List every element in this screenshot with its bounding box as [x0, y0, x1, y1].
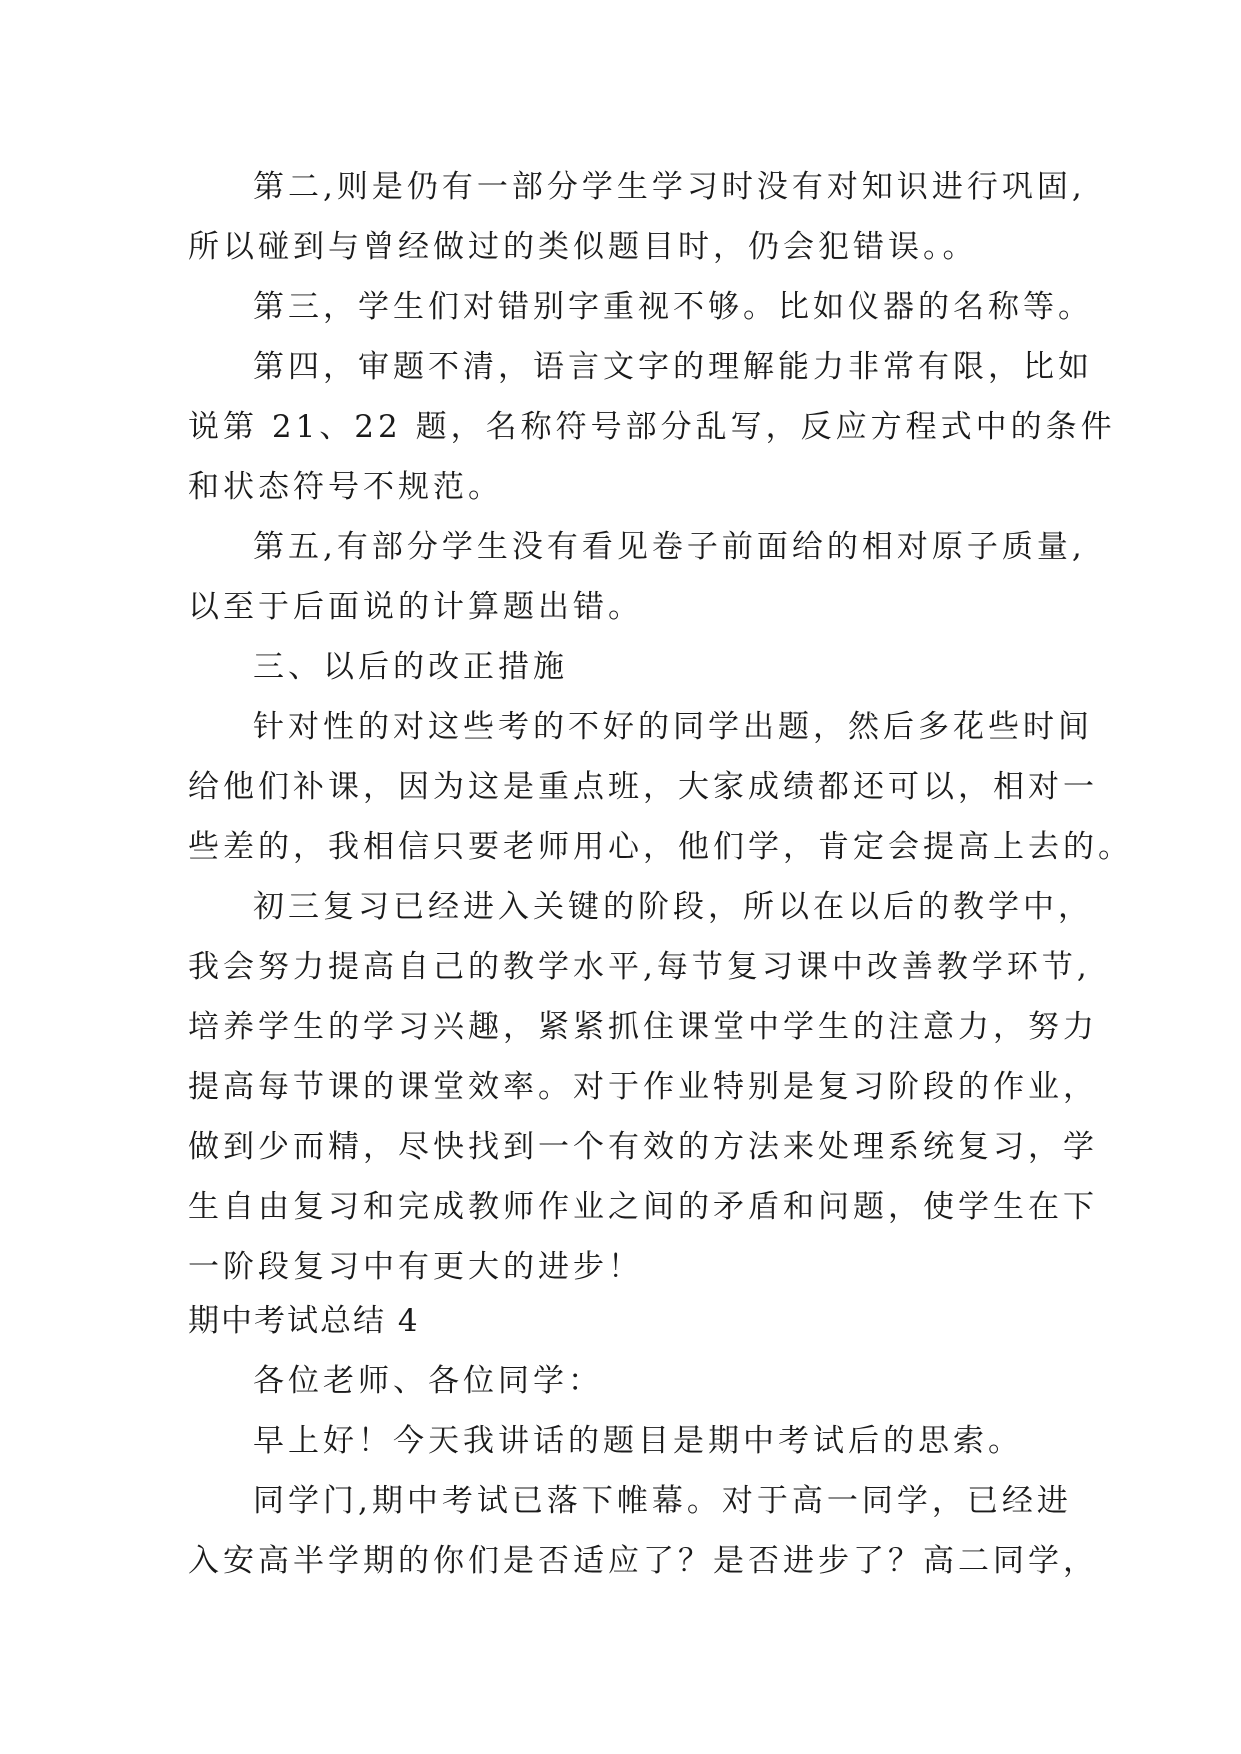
paragraph-line: 以至于后面说的计算题出错。 — [188, 589, 643, 625]
salutation-line: 各位老师、各位同学： — [253, 1363, 603, 1399]
paragraph-line: 第二,则是仍有一部分学生学习时没有对知识进行巩固, — [253, 169, 1086, 205]
paragraph-line: 提高每节课的课堂效率。对于作业特别是复习阶段的作业， — [188, 1069, 1098, 1105]
paragraph-line: 我会努力提高自己的教学水平,每节复习课中改善教学环节, — [188, 949, 1091, 985]
paragraph-line: 同学门,期中考试已落下帷幕。对于高一同学，已经进 — [253, 1483, 1072, 1519]
paragraph-line: 做到少而精，尽快找到一个有效的方法来处理系统复习，学 — [188, 1129, 1098, 1165]
paragraph-line: 第三，学生们对错别字重视不够。比如仪器的名称等。 — [253, 289, 1093, 325]
paragraph-line: 初三复习已经进入关键的阶段，所以在以后的教学中， — [253, 889, 1093, 925]
paragraph-line: 和状态符号不规范。 — [188, 469, 503, 505]
paragraph-line: 第五,有部分学生没有看见卷子前面给的相对原子质量, — [253, 529, 1086, 565]
paragraph-line: 一阶段复习中有更大的进步！ — [188, 1249, 643, 1285]
paragraph-line: 培养学生的学习兴趣，紧紧抓住课堂中学生的注意力，努力 — [188, 1009, 1098, 1045]
paragraph-line: 早上好！今天我讲话的题目是期中考试后的思索。 — [253, 1423, 1023, 1459]
document-title: 期中考试总结 4 — [188, 1303, 420, 1339]
paragraph-line: 说第 21、22 题，名称符号部分乱写，反应方程式中的条件 — [188, 409, 1116, 445]
paragraph-line: 些差的，我相信只要老师用心，他们学，肯定会提高上去的。 — [188, 829, 1133, 865]
paragraph-line: 第四，审题不清，语言文字的理解能力非常有限，比如 — [253, 349, 1093, 385]
section-heading: 三、以后的改正措施 — [253, 649, 568, 685]
paragraph-line: 给他们补课，因为这是重点班，大家成绩都还可以，相对一 — [188, 769, 1098, 805]
paragraph-line: 所以碰到与曾经做过的类似题目时，仍会犯错误。。 — [188, 229, 978, 265]
paragraph-line: 针对性的对这些考的不好的同学出题，然后多花些时间 — [253, 709, 1093, 745]
paragraph-line: 生自由复习和完成教师作业之间的矛盾和问题，使学生在下 — [188, 1189, 1098, 1225]
paragraph-line: 入安高半学期的你们是否适应了？是否进步了？高二同学， — [188, 1543, 1098, 1579]
